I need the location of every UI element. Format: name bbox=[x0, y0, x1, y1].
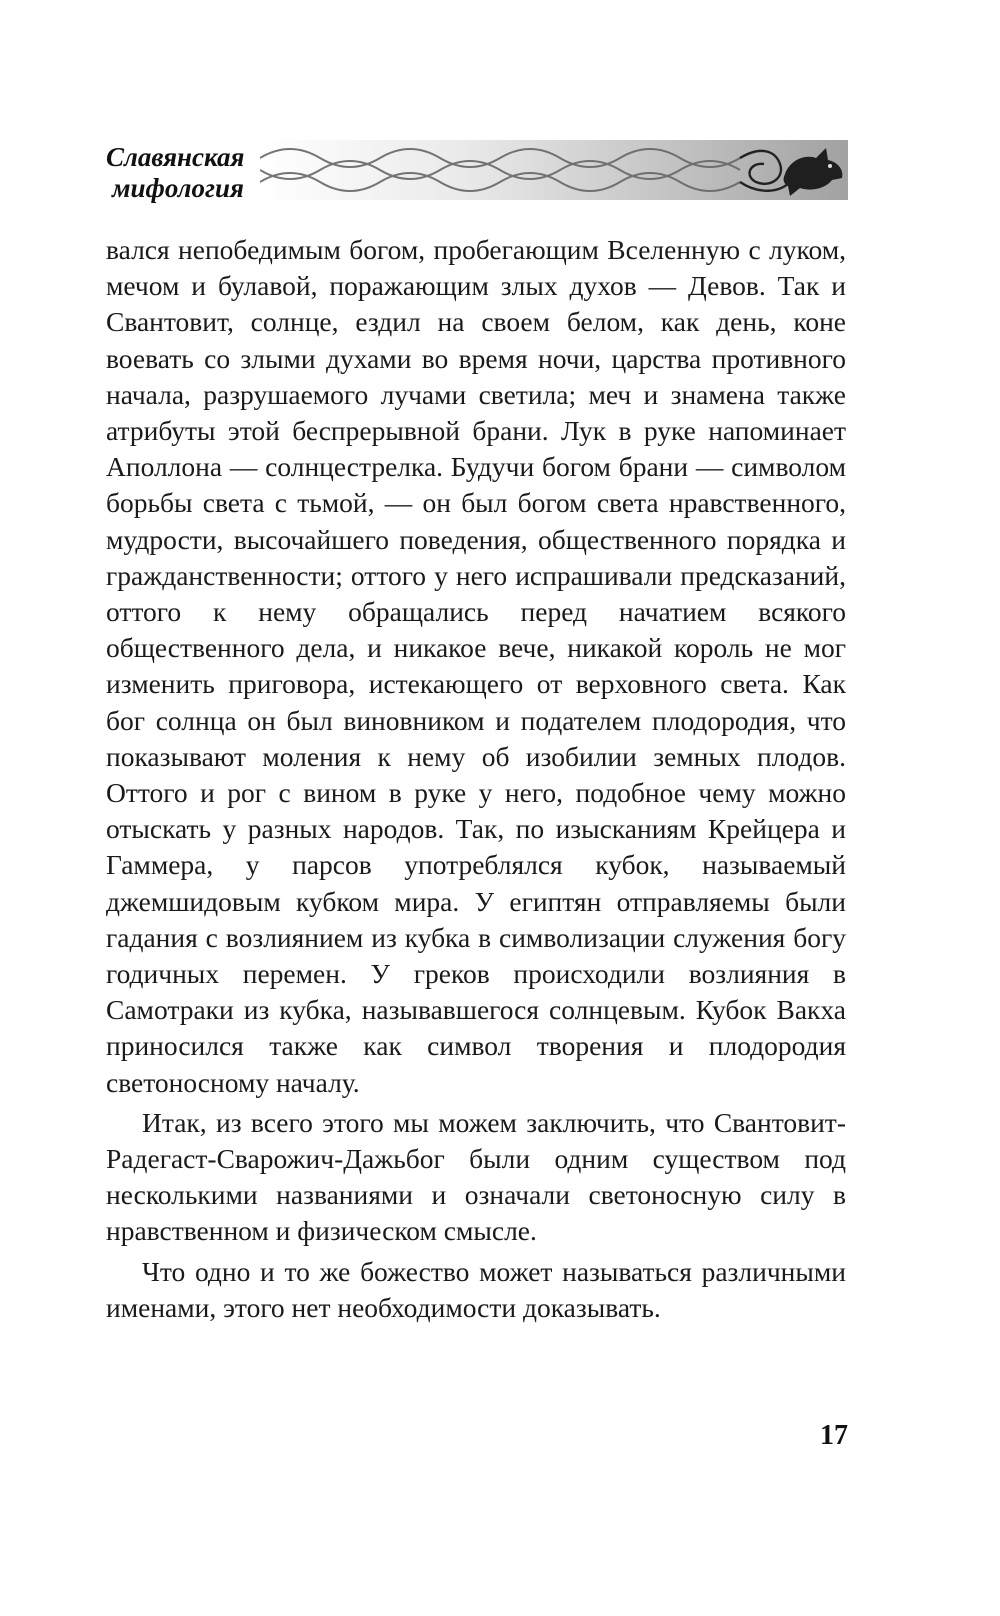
page-number: 17 bbox=[820, 1420, 848, 1451]
paragraph-3: Что одно и то же божество может называться различными именами, этого нет необходимости доказывать. bbox=[106, 1255, 846, 1323]
running-header bbox=[100, 136, 848, 208]
paragraph-1: вался непобедимым богом, пробегающим Вселенную с луком, мечом и булавой, поражающим злых духов — Девов. Так и Свантовит, солнце, ездил на своем белом, как день, коне воевать со злыми духами во время ночи, царства противного начала, разрушаемого лучами светила; меч и знамена также атрибуты этой беспрерывной брани. Лук в руке напоминает Аполлона — солнцестрелка. Будучи богом брани — символом борьбы света с тьмой, — он был богом света нравственного, мудрости, высочайшего поведения, общественного порядка и гражданственности; оттого у него испрашивали предсказаний, оттого к нему обращались перед начатием всякого общественного дела, и никакое вече, никакой король не мог изменить приговора, истекающего от верховного света. Как бог солнца он был виновником и подателем плодородия, что показывают моления к нему об изобилии земных плодов. Оттого и рог с вином в руке у него, подобное чему можно отыскать у разных народов. Так, по изысканиям Крейцера и Гаммера, у парсов употреблялся кубок, называемый джемшидовым кубком мира. У египтян отправляемы были гадания с возлиянием из кубка в символизации служения богу годичных перемен. У греков происходили возлияния в Самотраки из кубка, называвшегося солнцевым. Кубок Вакха приносился также как символ творения и плодородия светоносному началу. bbox=[106, 234, 846, 1098]
section-title bbox=[106, 142, 244, 204]
section-title-line2: мифология bbox=[112, 173, 244, 203]
braided-ornament-icon bbox=[260, 140, 848, 200]
body-text bbox=[106, 232, 846, 1326]
paragraph-2: Итак, из всего этого мы можем заключить, что Свантовит-Радегаст-Сварожич-Дажьбог были одним существом под несколькими названиями и означали светоносную силу в нравственном и физическом смысле. bbox=[106, 1106, 846, 1247]
section-title-line1: Славянская bbox=[106, 142, 245, 172]
